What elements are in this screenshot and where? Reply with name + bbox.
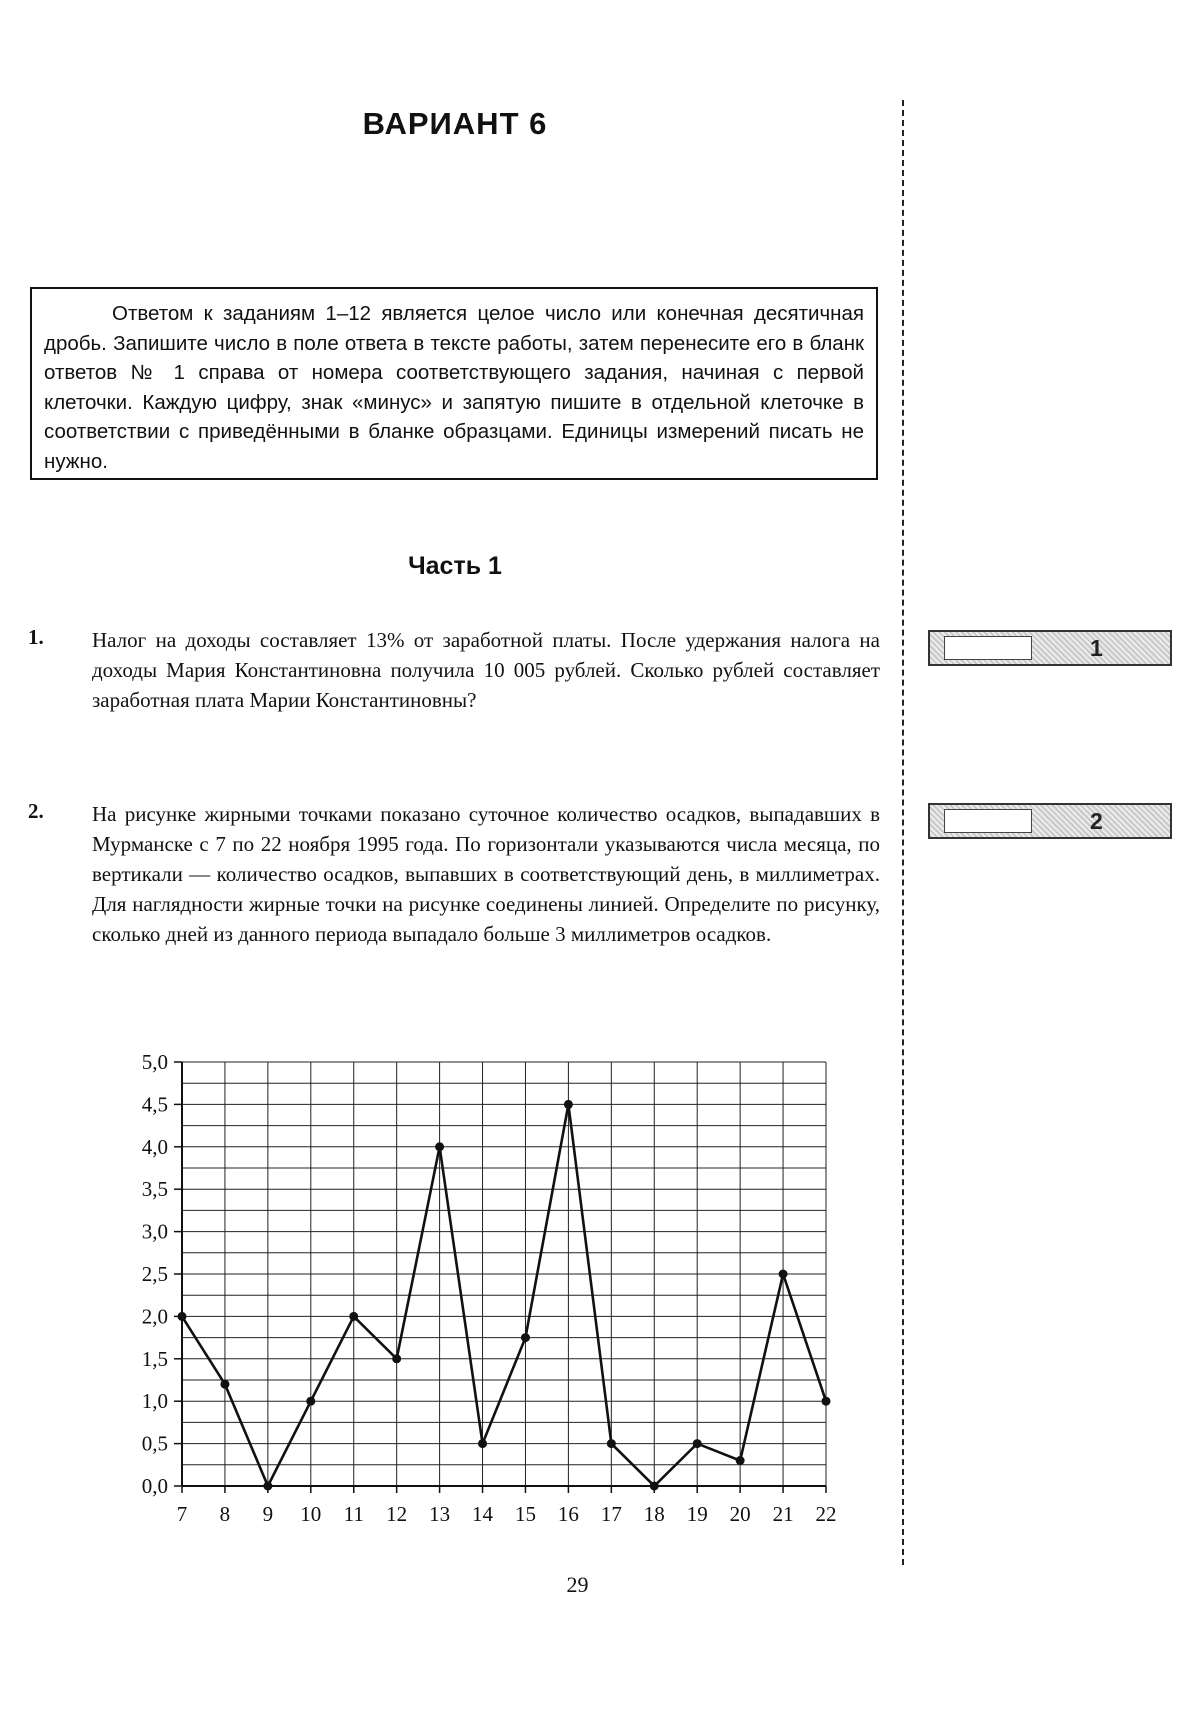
page-title: ВАРИАНТ 6 [362,106,548,141]
data-point [564,1100,573,1109]
y-tick-label: 5,0 [141,1050,168,1074]
x-tick-label: 8 [219,1502,231,1526]
data-point [693,1439,702,1448]
task-text: Налог на доходы составляет 13% от заработной платы. После удержания налога на доходы Мария Константиновна получила 10 005 рублей. Сколько рублей составляет заработная плата Марии Константиновны? [92,628,880,712]
y-tick-label: 2,0 [141,1304,168,1329]
x-tick-label: 9 [262,1502,274,1526]
data-point [220,1380,229,1389]
y-tick-label: 3,5 [141,1177,168,1202]
y-tick-label: 1,5 [141,1346,168,1371]
data-point [779,1270,788,1279]
x-tick-label: 19 [686,1502,708,1526]
y-tick-label: 4,5 [141,1092,168,1117]
instructions-text: Ответом к заданиям 1–12 является целое число или конечная десятичная дробь. Запишите число в поле ответа в тексте работы, затем перенесите его в бланк ответов № 1 справа от номера соответствующего задания, начиная с первой клеточки. Каждую цифру, знак «минус» и запятую пишите в отдельной клеточке в соответствии с приведёнными в бланке образцами. Единицы измерений писать не нужно. [44,302,864,473]
data-point [349,1312,358,1321]
x-tick-label: 14 [472,1502,494,1526]
task-number: 1. [28,625,44,649]
x-tick-label: 15 [514,1502,536,1526]
data-point [521,1333,530,1342]
data-point [435,1142,444,1151]
x-tick-label: 13 [429,1502,451,1526]
data-point [306,1397,315,1406]
answer-field[interactable] [944,636,1032,660]
data-point [263,1482,272,1491]
x-tick-label: 22 [815,1502,837,1526]
x-tick-label: 10 [300,1502,322,1526]
instructions-box [30,287,878,480]
data-point [478,1439,487,1448]
task-number: 2. [28,799,44,823]
y-tick-label: 4,0 [141,1134,168,1159]
x-tick-label: 16 [557,1502,579,1526]
task-text: На рисунке жирными точками показано суточное количество осадков, выпадавших в Мурманске с 7 по 22 ноября 1995 года. По горизонтали указываются числа месяца, по вертикали — количество осадков, выпавших в соответствующий день, в миллиметрах. Для наглядности жирные точки на рисунке соединены линией. Определите по рисунку, сколько дней из данного периода выпадало больше 3 миллиметров осадков. [92,802,880,946]
x-tick-label: 21 [772,1502,794,1526]
answer-label: 2 [1090,808,1103,834]
data-point [650,1482,659,1491]
x-tick-label: 20 [729,1502,751,1526]
answer-box-1 [928,630,1172,666]
x-tick-label: 7 [176,1502,188,1526]
data-point [392,1354,401,1363]
x-tick-label: 11 [343,1502,364,1526]
y-tick-label: 0,0 [141,1474,168,1498]
answer-box-2 [928,803,1172,839]
y-tick-label: 0,5 [141,1431,168,1456]
answer-field[interactable] [944,809,1032,833]
y-tick-label: 2,5 [141,1262,168,1286]
page-number: 29 [566,1572,589,1597]
data-point [607,1439,616,1448]
precipitation-chart [0,1040,900,1540]
x-tick-label: 18 [643,1502,665,1526]
data-point [822,1397,831,1406]
data-point [736,1456,745,1465]
data-point [178,1312,187,1321]
y-tick-label: 3,0 [141,1219,168,1244]
x-tick-label: 12 [386,1502,408,1526]
answer-label: 1 [1090,635,1103,661]
part-title: Часть 1 [408,552,502,580]
cut-line [902,100,904,1565]
x-tick-label: 17 [600,1502,622,1526]
y-tick-label: 1,0 [141,1389,168,1414]
